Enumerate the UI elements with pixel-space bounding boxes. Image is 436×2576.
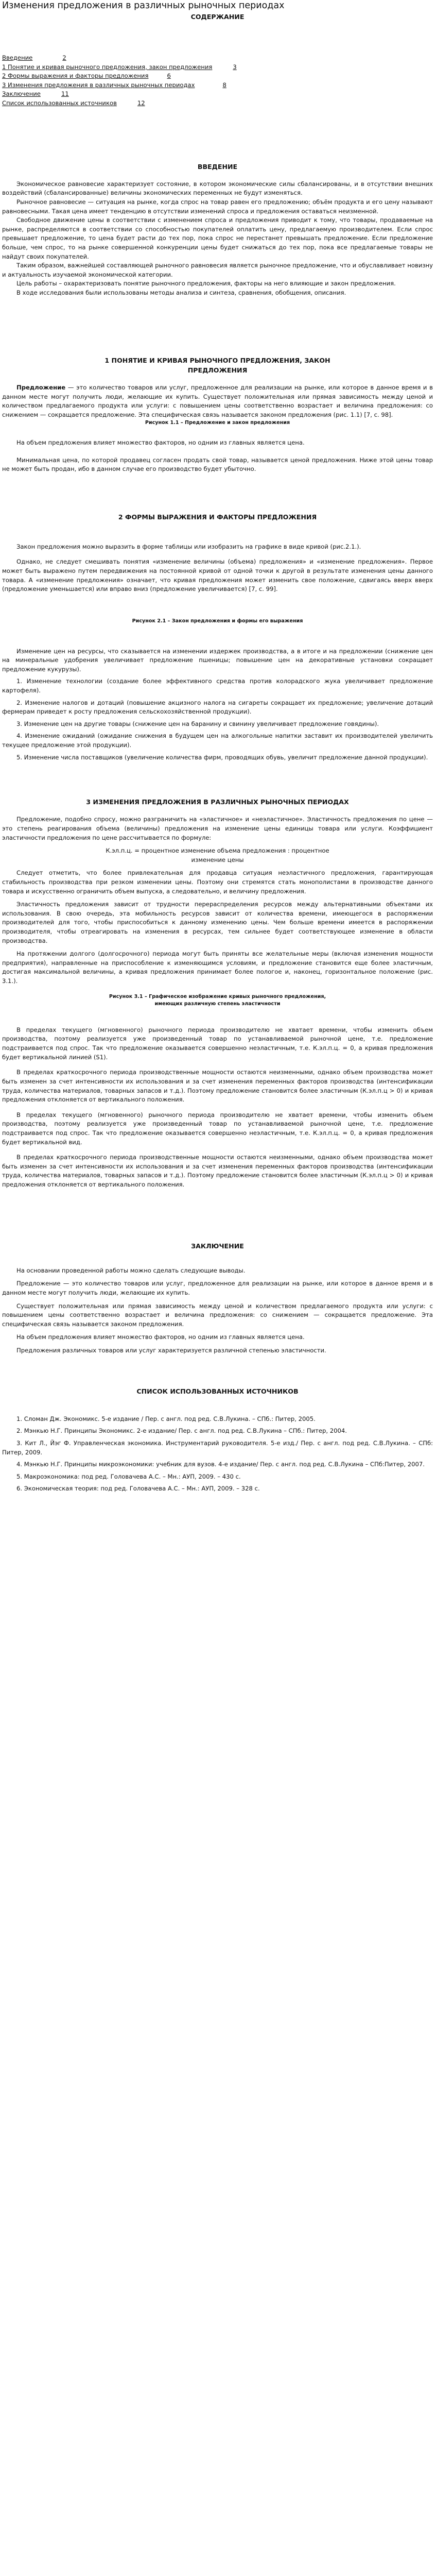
section-2-paragraph: Однако, не следует смешивать понятия «изменение величины (объема) предложения» и «изменение предложения». Первое может быть выражено путем передвижения на постоянной кривой от одной точки к другой в результате изменения цены данного товара. А «изменение предложения» означает, что кривая предложения может изменить свое положение, сдвигаясь вверх вверх (предложение уменьшается) или вправо вниз (предложение увеличивается) [7, с. 99].: [2, 558, 433, 593]
toc-item-bibliography[interactable]: [2, 99, 433, 108]
section-3-paragraph: Эластичность предложения зависит от трудности перераспределения ресурсов между альтернативными объектами их использования. В свою очередь, эта мобильность ресурсов зависит от количества времени, имеющегося в распоряжении производителей для того, чтобы приспособиться к данному изменению цены. Чем больше времени имеется в распоряжении производителя, чтобы отреагировать на изменения в ресурсах, тем сильнее будет соответствующее изменение в области производства.: [2, 901, 433, 944]
section-2-heading: 2 ФОРМЫ ВЫРАЖЕНИЯ И ФАКТОРЫ ПРЕДЛОЖЕНИЯ: [118, 513, 317, 521]
section-2-list-item: 1. Изменение технологии (создание более эффективного средства против колорадского жука увеличивает предложение картофеля).: [2, 677, 433, 694]
toc-item-section-3[interactable]: [2, 81, 433, 90]
formula-line: К.эл.п.ц. = процентное изменение объема предложения : процентное: [106, 847, 329, 855]
toc-item-intro[interactable]: [2, 54, 433, 63]
toc-item-section-2[interactable]: [2, 72, 433, 81]
toc-item-page: 11: [61, 90, 69, 98]
figure-3-1-caption: [2, 993, 433, 1008]
section-3-paragraph: В пределах краткосрочного периода производственные мощности остаются неизменными, однако объем производства может быть изменен за счет интенсивности их использования и за счет изменения переменных факторов производства (интенсификации труда, количества материалов, товарных запасов и т.д.). Поэтому предложение становится более эластичным (К.эл.п.ц > 0) и кривая предложения отклоняется от вертикального положения.: [2, 1154, 433, 1188]
toc-item-page: 8: [222, 81, 226, 89]
section-2-list-item: 3. Изменение цен на другие товары (снижение цен на баранину и свинину увеличивает предложение говядины).: [16, 720, 379, 727]
conclusion-paragraph: На объем предложения влияет множество факторов, но одним из главных является цена.: [16, 1333, 305, 1341]
section-2-paragraph: Изменение цен на ресурсы, что сказывается на изменении издержек производства, а в итоге и на предложении (снижение цен на минеральные удобрения увеличивает предложение пшеницы; повышение цен на декоративные установки сокращает предложение кукурузы).: [2, 647, 433, 673]
section-3-paragraph: В пределах текущего (мгновенного) рыночного периода производителю не хватает времени, чтобы изменить объем производства, поэтому реализуется уже произведенный товар по устанавливаемой рыночной цене, т.е. предложение подстраивается под спрос. Так что предложение оказывается совершенно неэластичным, т.е. К.эл.п.ц. = 0, а кривая предложения будет вертикальной линией (S1).: [2, 1026, 433, 1061]
figure-2-1-caption: Рисунок 2.1 – Закон предложения и формы его выражения: [132, 618, 303, 624]
section-2-paragraph: Закон предложения можно выразить в форме таблицы или изобразить на графике в виде кривой (рис.2.1.).: [16, 543, 361, 550]
toc-item-page: 3: [233, 63, 237, 71]
section-3-paragraph: Следует отметить, что более привлекательная для продавца ситуация неэластичного предложения, гарантирующая стабильность производства при резком изменении цены. Поэтому они стремятся стать монополистами в производстве данного товара и искусственно ограничить объем выпуска, а следовательно, и величину предложения.: [2, 869, 433, 895]
toc-item-page: 2: [62, 54, 66, 61]
section-3-heading: 3 ИЗМЕНЕНИЯ ПРЕДЛОЖЕНИЯ В РАЗЛИЧНЫХ РЫНОЧНЫХ ПЕРИОДАХ: [86, 798, 349, 806]
section-3-paragraph: Предложение, подобно спросу, можно разграничить на «эластичное» и «неэластичное». Эластичность предложения по цене — это степень реагирования объема (величины) предложения на изменение цены единицы товара или услуги. Коэффициент эластичности предложения по цене рассчитывается по формуле:: [2, 816, 433, 841]
figure-1-1-caption: Рисунок 1.1 – Предложение и закон предложения: [145, 420, 290, 426]
toc-item-label: Список использованных источников: [2, 99, 117, 107]
bibliography-item: 5. Макроэкономика: под ред. Головачева А.С. – Мн.: АУП, 2009. – 430 с.: [16, 1472, 241, 1480]
intro-paragraph: Цель работы – охарактеризовать понятие рыночного предложения, факторы на него влияющие и закон предложения.: [16, 280, 396, 287]
bibliography-heading: СПИСОК ИСПОЛЬЗОВАННЫХ ИСТОЧНИКОВ: [136, 1387, 299, 1395]
section-1-paragraph: На объем предложения влияет множество факторов, но одним из главных является цена.: [16, 438, 305, 446]
definition-text: — это количество товаров или услуг, предложенное для реализации на рынке, или которое в данное время и в данном месте могут получить люди, желающие их купить. Существует положительная или прямая зависимость между ценой и количеством предлагаемого продукта или услуги: с повышением цены соответственно возрастает и величина предложения: со снижением — сокращается предложение. Эта специфическая связь называется законом предложения (рис. 1.1) [7, с. 98].: [2, 383, 433, 418]
formula-line: изменение цены: [191, 856, 244, 863]
toc-item-label: 2 Формы выражения и факторы предложения: [2, 72, 149, 80]
intro-paragraph: Таким образом, важнейшей составляющей рыночного равновесия является рыночное предложение, что и обуславливает новизну и актуальность изучаемой экономической категории.: [2, 262, 433, 278]
intro-paragraph: Рыночное равновесие — ситуация на рынке, когда спрос на товар равен его предложению; объём продукта и его цену называют равновесными. Такая цена имеет тенденцию в отсутствии изменений спроса и предложения оставаться неизменной.: [2, 198, 433, 215]
conclusion-paragraph: Предложение — это количество товаров или услуг, предложенное для реализации на рынке, или которое в данное время и в данном месте могут получить люди, желающие их купить.: [2, 1280, 433, 1296]
section-3-paragraph: В пределах текущего (мгновенного) рыночного периода производителю не хватает времени, чтобы изменить объем производства, поэтому реализуется уже произведенный товар по устанавливаемой рыночной цене, т.е. предложение подстраивается под спрос. Так что предложение оказывается совершенно неэластичным, т.е. К.эл.п.ц. = 0, а кривая предложения будет вертикальной вид.: [2, 1111, 433, 1146]
toc-item-label: Введение: [2, 54, 33, 61]
definition-term: Предложение: [16, 383, 66, 391]
intro-paragraph: Экономическое равновесие характеризует состояние, в котором экономические силы сбалансированы, и в отсутствии внешних воздействий (сбалансированные) величины экономических переменных не будут изменяться.: [2, 180, 433, 197]
bibliography-item: 3. Кит Л., Йэг Ф. Управленческая экономика. Инструментарий руководителя. 5-е изд./ Пер. с англ. под ред. С.В.Лукина. – СПб: Питер, 2009.: [2, 1439, 433, 1456]
section-2-list-item: 2. Изменение налогов и дотаций (повышение акцизного налога на сигареты сокращает их предложение; увеличение дотаций фермерам приведет к росту предложения сельскохозяйственной продукции).: [2, 699, 433, 716]
section-1-heading-line: ПРЕДЛОЖЕНИЯ: [187, 366, 248, 374]
section-3-paragraph: В пределах краткосрочного периода производственные мощности остаются неизменными, однако объем производства может быть изменен за счет интенсивности их использования и за счет изменения переменных факторов производства (интенсификации труда, количества материалов, товарных запасов и т.д.). Поэтому предложение становится более эластичным (К.эл.п.ц > 0) и кривая предложения отклоняется от вертикального положения.: [2, 1069, 433, 1104]
conclusion-paragraph: Предложения различных товаров или услуг характеризуется различной степенью эластичности.: [16, 1347, 326, 1354]
section-3-paragraph: На протяжении долгого (долгосрочного) периода могут быть приняты все желательные меры (включая изменения мощности предприятия), направленные на приспособление к изменяющимся условиям, и предложение становится еще более эластичным, достигая максимальной величины, а кривая предложения принимает более пологое и, наконец, горизонтальное положение (рис. 3.1.).: [2, 950, 433, 985]
section-1-paragraph: Минимальная цена, по которой продавец согласен продать свой товар, называется ценой предложения. Ниже этой цены товар не может быть продан, ибо в данном случае его производство будет убыточно.: [2, 456, 433, 473]
conclusion-paragraph: На основании проведенной работы можно сделать следующие выводы.: [16, 1266, 246, 1274]
table-of-contents: [2, 54, 433, 108]
toc-item-conclusion[interactable]: [2, 90, 433, 99]
section-1-definition: [2, 383, 433, 419]
intro-paragraph: В ходе исследования были использованы методы анализа и синтеза, сравнения, обобщения, описания.: [16, 289, 346, 296]
section-2-list-item: 5. Изменение числа поставщиков (увеличение количества фирм, проводящих обувь, увеличит предложение данной продукции).: [16, 753, 428, 761]
toc-item-page: 12: [137, 99, 145, 107]
elasticity-formula: [2, 846, 433, 865]
toc-item-label: 3 Изменения предложения в различных рыночных периодах: [2, 81, 195, 89]
intro-paragraph: Свободное движение цены в соответствии с изменением спроса и предложения приводит к тому, что товары, продаваемые на рынке, распределяются в соответствии со способностью покупателей оплатить цену, предлагаемую производителем. Если спрос превышает предложение, то цена будет расти до тех пор, пока спрос не перестанет превышать предложение. Если предложение больше, чем спрос, то на рынке совершенной конкуренции цены будет снижаться до тех пор, пока все предлагаемые товары не найдут своих покупателей.: [2, 216, 433, 260]
caption-line: имеющих различную степень эластичности: [154, 1001, 281, 1007]
toc-item-label: 1 Понятие и кривая рыночного предложения, закон предложения: [2, 63, 213, 71]
toc-item-label: Заключение: [2, 90, 41, 98]
document-title: Изменения предложения в различных рыночных периодах: [2, 1, 285, 11]
bibliography-item: 1. Сломан Дж. Экономикс. 5-е издание / Пер. с англ. под ред. С.В.Лукина. – СПб.: Питер, 2005.: [16, 1415, 316, 1422]
caption-line: Рисунок 3.1 – Графическое изображение кривых рыночного предложения,: [109, 993, 326, 999]
section-1-heading-line: 1 ПОНЯТИЕ И КРИВАЯ РЫНОЧНОГО ПРЕДЛОЖЕНИЯ, ЗАКОН: [104, 356, 330, 364]
toc-item-page: 6: [167, 72, 171, 80]
toc-heading: СОДЕРЖАНИЕ: [190, 12, 245, 21]
section-1-heading: [2, 355, 433, 375]
intro-heading: ВВЕДЕНИЕ: [197, 162, 238, 171]
bibliography-item: 6. Экономическая теория: под ред. Головачева А.С. – Мн.: АУП, 2009. – 328 с.: [16, 1485, 260, 1493]
section-2-list-item: 4. Изменение ожиданий (ожидание снижения в будущем цен на алкогольные напитки заставит их производителей увеличить текущее предложение этой продукции).: [2, 732, 433, 749]
bibliography-item: 2. Мэнкью Н.Г. Принципы Экономикс. 2-е издание/ Пер. с англ. под ред. С.В.Лукина – СПб.: Питер, 2004.: [16, 1427, 347, 1435]
bibliography-list: [2, 1415, 433, 1494]
conclusion-heading: ЗАКЛЮЧЕНИЕ: [191, 1242, 244, 1250]
conclusion-paragraph: Существует положительная или прямая зависимость между ценой и количеством предлагаемого продукта или услуги: с повышением цены соответственно возрастает и величина предложения: со снижением — сокращается предложение. Эта специфическая связь называется законом предложения.: [2, 1302, 433, 1328]
toc-item-section-1[interactable]: [2, 63, 433, 72]
bibliography-item: 4. Мэнкью Н.Г. Принципы микроэкономики: учебник для вузов. 4-е издание/ Пер. с англ. под ред. С.В.Лукина – СПб:Питер, 2007.: [16, 1461, 425, 1468]
